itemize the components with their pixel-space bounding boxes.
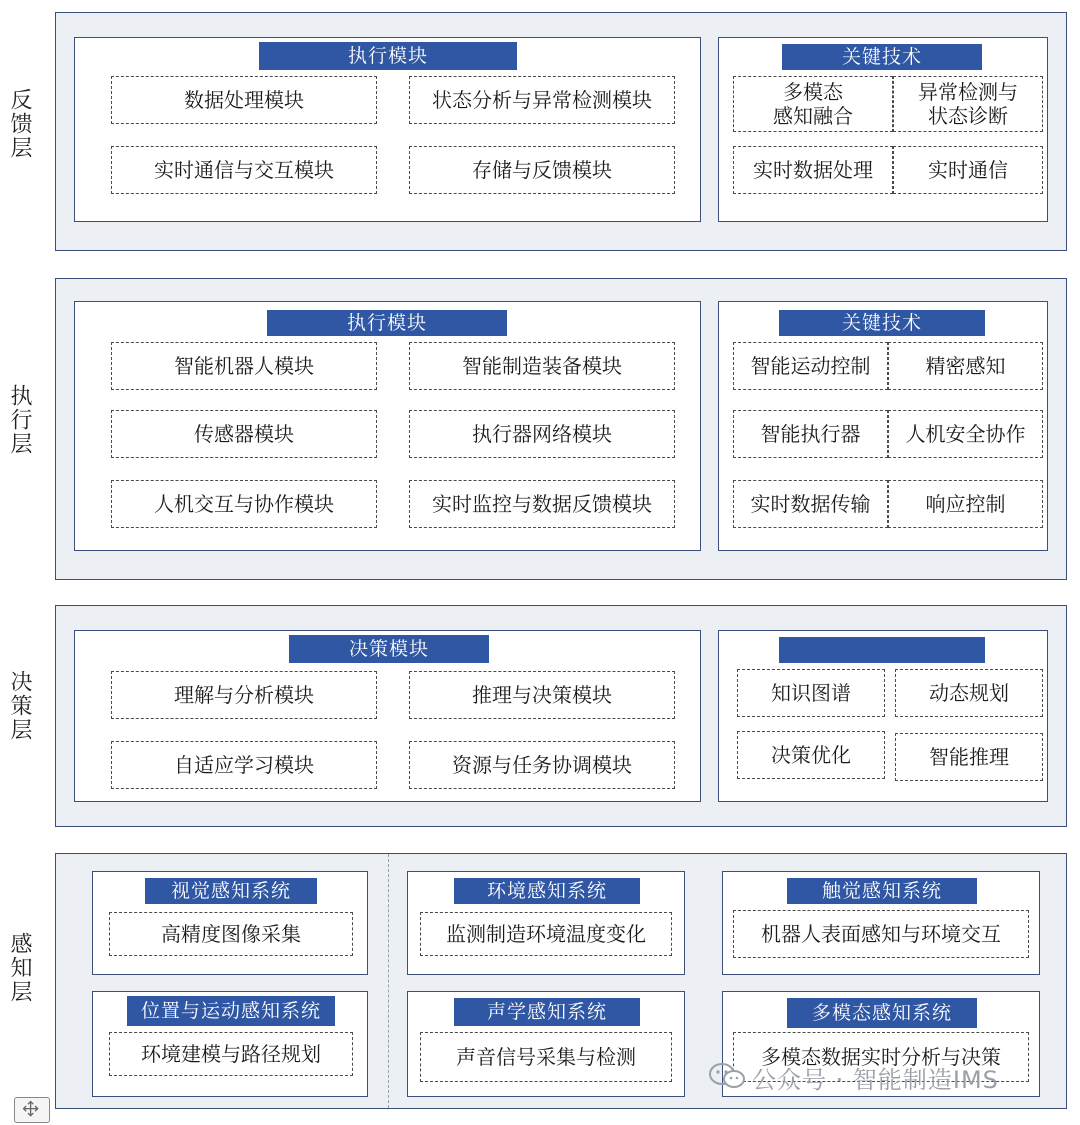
module-box: 理解与分析模块 (111, 671, 377, 719)
panel-title (779, 637, 985, 663)
panel-title: 关键技术 (782, 44, 982, 70)
wechat-icon (708, 1062, 748, 1090)
system-item-box: 机器人表面感知与环境交互 (733, 910, 1029, 958)
system-item-box: 多模态数据实时分析与决策 (733, 1032, 1029, 1082)
panel-title: 声学感知系统 (454, 998, 640, 1026)
panel-title: 视觉感知系统 (145, 878, 317, 904)
module-box: 实时监控与数据反馈模块 (409, 480, 675, 528)
execution-layer (55, 278, 1067, 580)
panel-title: 关键技术 (779, 310, 985, 336)
tech-box: 响应控制 (888, 480, 1043, 528)
system-item-box: 高精度图像采集 (109, 912, 353, 956)
layer-label-execution: 执行层 (7, 384, 32, 456)
layer-label-decision: 决策层 (7, 670, 32, 742)
tech-box: 实时通信 (893, 146, 1043, 194)
perception-system-panel (407, 871, 685, 975)
module-box: 状态分析与异常检测模块 (409, 76, 675, 124)
module-box: 智能机器人模块 (111, 342, 377, 390)
tech-box: 动态规划 (895, 669, 1043, 717)
decision-layer (55, 605, 1067, 827)
tech-box: 实时数据传输 (733, 480, 888, 528)
perception-system-panel (407, 991, 685, 1097)
panel-title: 环境感知系统 (454, 878, 640, 904)
tech-box: 实时数据处理 (733, 146, 893, 194)
tech-box: 人机安全协作 (888, 410, 1043, 458)
feedback-layer (55, 12, 1067, 251)
tech-box: 智能推理 (895, 733, 1043, 781)
system-item-box: 监测制造环境温度变化 (420, 912, 672, 956)
layer-label-feedback: 反馈层 (7, 88, 32, 160)
tech-box: 多模态 感知融合 (733, 76, 893, 132)
tech-box: 异常检测与 状态诊断 (893, 76, 1043, 132)
module-box: 智能制造装备模块 (409, 342, 675, 390)
divider (388, 854, 389, 1108)
feedback-tech-panel (718, 37, 1048, 222)
perception-system-panel (92, 871, 368, 975)
decision-tech-panel (718, 630, 1048, 802)
tech-box: 智能运动控制 (733, 342, 888, 390)
module-box: 资源与任务协调模块 (409, 741, 675, 789)
layer-label-perception: 感知层 (7, 932, 32, 1004)
expand-arrows-icon (15, 1098, 48, 1121)
panel-title: 位置与运动感知系统 (127, 996, 335, 1026)
module-box: 人机交互与协作模块 (111, 480, 377, 528)
perception-system-panel (92, 991, 368, 1097)
module-box: 推理与决策模块 (409, 671, 675, 719)
tech-box: 决策优化 (737, 731, 885, 779)
execution-modules-panel (74, 301, 701, 551)
perception-system-panel (722, 871, 1040, 975)
module-box: 执行器网络模块 (409, 410, 675, 458)
panel-title: 多模态感知系统 (787, 998, 977, 1028)
execution-tech-panel (718, 301, 1048, 551)
module-box: 自适应学习模块 (111, 741, 377, 789)
expand-icon[interactable] (14, 1097, 50, 1123)
module-box: 存储与反馈模块 (409, 146, 675, 194)
module-box: 传感器模块 (111, 410, 377, 458)
tech-box: 精密感知 (888, 342, 1043, 390)
watermark-text: 公众号 · 智能制造IMS (752, 1066, 999, 1094)
module-box: 数据处理模块 (111, 76, 377, 124)
panel-title: 决策模块 (289, 635, 489, 663)
decision-modules-panel (74, 630, 701, 802)
module-box: 实时通信与交互模块 (111, 146, 377, 194)
tech-box: 智能执行器 (733, 410, 888, 458)
feedback-modules-panel (74, 37, 701, 222)
panel-title: 执行模块 (267, 310, 507, 336)
tech-box: 知识图谱 (737, 669, 885, 717)
system-item-box: 环境建模与路径规划 (109, 1032, 353, 1076)
system-item-box: 声音信号采集与检测 (420, 1032, 672, 1082)
panel-title: 执行模块 (259, 42, 517, 70)
panel-title: 触觉感知系统 (787, 878, 977, 904)
